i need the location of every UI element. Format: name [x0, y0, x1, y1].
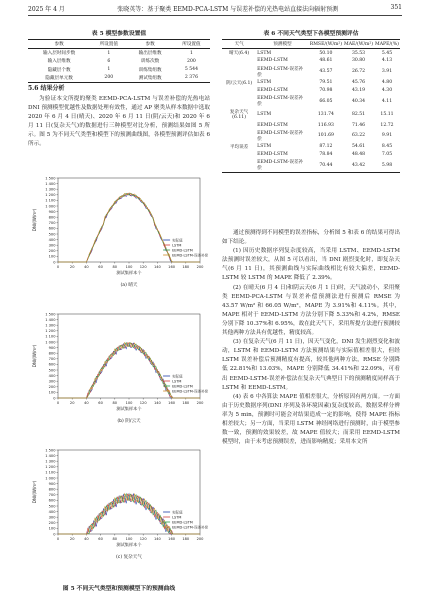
table-row — [222, 65, 400, 79]
analysis-text — [222, 229, 400, 447]
y-tick-label: 1 500 — [45, 312, 56, 317]
cell: 30.80 — [351, 58, 366, 64]
x-tick-label: 40 — [84, 537, 89, 541]
y-tick-label: 500 — [48, 232, 56, 237]
cell: 63.22 — [351, 133, 366, 139]
cell — [222, 65, 256, 79]
x-tick-label: 60 — [98, 401, 103, 405]
cell: 43.19 — [351, 88, 366, 94]
cell: 116.93 — [317, 122, 334, 128]
y-tick-label: 1 400 — [45, 181, 56, 186]
cell: 2 376 — [184, 75, 198, 81]
table5-header: 参数 — [54, 42, 64, 48]
y-tick-label: 1 500 — [45, 176, 56, 181]
y-tick-label: 1 200 — [45, 465, 56, 470]
cell: 4.13 — [381, 58, 393, 64]
x-axis-label: 测试集样本个 — [116, 406, 142, 411]
cell: 82.51 — [351, 112, 366, 118]
analysis-paragraph: (3) 在复杂天气(6 月 11 日)，因天气变化，DNI 发生剧烈变化和波动，LSTM 和 EEMD-LSTM 方法预测结果与实际值相差很大，但经 LSTM 误差补偿后预测精度有提高，较其他两种方法，RMSE 分别降低 22.81%和 13.03%，MAPE 分别降低 34.41%和 22.09%，可看出 EEMD-LSTM-误差补偿法在复杂天气典型日下的预测精度同样高于 LSTM 和 EEMD-LSTM。 — [222, 339, 400, 391]
y-tick-label: 1 300 — [45, 459, 56, 464]
legend-label: LSTM — [172, 515, 182, 520]
x-tick-label: 140 — [153, 537, 161, 541]
cell: 测试集组数 — [138, 75, 162, 81]
y-tick-label: 1 000 — [45, 476, 56, 481]
x-tick-label: 80 — [112, 265, 118, 269]
x-axis-label: 测试集样本个 — [116, 270, 142, 275]
cell: 70.44 — [319, 162, 333, 168]
y-tick-label: 1 100 — [45, 334, 56, 339]
x-tick-label: 200 — [196, 265, 204, 269]
figure-panel — [32, 312, 209, 424]
table5 — [28, 39, 210, 83]
y-tick-label: 400 — [48, 373, 56, 378]
x-tick-label: 100 — [125, 265, 133, 269]
section-heading: 5.6 结果分析 — [28, 85, 65, 92]
running-header — [28, 4, 402, 16]
y-tick-label: 500 — [48, 504, 56, 509]
panel-label: (c) 复杂天气 — [116, 555, 142, 560]
cell: 200 — [187, 58, 196, 64]
y-tick-label: 600 — [48, 362, 56, 367]
x-tick-label: 100 — [125, 537, 133, 541]
x-tick-label: 0 — [56, 537, 60, 541]
table6-header: 天气 — [234, 42, 244, 48]
panel-label: (b) 阴/云天 — [117, 419, 141, 424]
analysis-paragraph: (4) 表 6 中各算法 MAPE 值相差很大，分析原因有两方面。一方面由于历史数据序列(DNI 序列及各环境因素)复杂度较高，数据采样分辨率为 5 min，预测时可能会对结果造成一定的影响，使得 MAPE 指标相差较大；另一方面，当采用 LSTM 神经网络进行预测时，由于模型参数一致，预测的效果较差，故 MAPE 值较大；而采用 EEMD-LSTM 模型时，由于未考虑预测误差，进而影响精度；采用本文所 — [222, 393, 400, 446]
cell: LSTM — [257, 112, 272, 118]
y-tick-label: 200 — [48, 249, 56, 254]
cell: 3.91 — [381, 69, 393, 75]
cell: 35.53 — [351, 50, 366, 56]
cell: 隐藏层个数 — [47, 67, 71, 73]
cell: 101.69 — [317, 133, 334, 139]
x-tick-label: 100 — [125, 401, 133, 405]
cell: 87.12 — [319, 144, 333, 150]
x-tick-label: 0 — [56, 265, 60, 269]
cell: 131.74 — [317, 112, 334, 118]
legend-label: EEMD-LSTM — [172, 520, 193, 525]
cell: 8.45 — [381, 144, 393, 150]
figure5-chart — [28, 170, 210, 578]
cell: 5 544 — [184, 67, 198, 73]
x-tick-label: 80 — [112, 537, 118, 541]
y-tick-label: 700 — [48, 357, 56, 362]
y-tick-label: 100 — [48, 526, 56, 531]
cell — [222, 129, 256, 143]
cell: 78.84 — [319, 152, 333, 158]
table-row — [28, 57, 210, 65]
cell: 平均误差 — [229, 144, 249, 150]
y-tick-label: 300 — [48, 243, 56, 248]
x-tick-label: 180 — [182, 401, 190, 405]
cell: 43.57 — [319, 69, 333, 75]
y-tick-label: 0 — [53, 396, 56, 401]
table6-header: MAE/(W/m²) — [344, 41, 374, 47]
cell: EEMD-LSTM-误差补偿 — [257, 130, 304, 142]
x-tick-label: 20 — [69, 537, 75, 541]
x-tick-label: 120 — [139, 537, 147, 541]
cell — [222, 87, 256, 94]
cell: LSTM — [257, 50, 272, 56]
y-tick-label: 1 100 — [45, 470, 56, 475]
y-tick-label: 1 200 — [45, 329, 56, 334]
cell: 26.72 — [351, 69, 366, 75]
y-tick-label: 300 — [48, 515, 56, 520]
y-tick-label: 1 000 — [45, 204, 56, 209]
table-row — [222, 79, 400, 87]
y-tick-label: 800 — [48, 351, 56, 356]
panel-label: (a) 晴天 — [120, 283, 138, 288]
cell: 7.05 — [381, 152, 393, 158]
x-tick-label: 120 — [139, 265, 147, 269]
x-tick-label: 40 — [84, 401, 89, 405]
figure-panel — [32, 176, 209, 288]
cell: 9.91 — [381, 133, 393, 139]
cell: EEMD-LSTM — [257, 88, 288, 94]
y-tick-label: 200 — [48, 385, 56, 390]
x-tick-label: 160 — [168, 401, 176, 405]
cell: 12.72 — [380, 122, 394, 128]
table-row — [222, 49, 400, 58]
x-tick-label: 140 — [153, 265, 161, 269]
cell: 5.98 — [381, 162, 393, 168]
table-row — [222, 143, 400, 151]
y-tick-label: 800 — [48, 487, 56, 492]
table-row — [222, 94, 400, 108]
y-tick-label: 600 — [48, 226, 56, 231]
cell: EEMD-LSTM-误差补偿 — [257, 96, 304, 108]
cell: 4.80 — [381, 80, 393, 86]
cell: 48.61 — [319, 58, 333, 64]
legend-label: 实际值 — [172, 238, 183, 243]
cell: 输入层时间步数 — [43, 51, 76, 57]
y-tick-label: 600 — [48, 498, 56, 503]
cell: 1 — [107, 67, 111, 73]
y-tick-label: 1 400 — [45, 317, 56, 322]
cell: 43.42 — [351, 162, 366, 168]
legend-label: EEMD-LSTM-误差补偿 — [172, 389, 209, 394]
x-tick-label: 0 — [56, 401, 60, 405]
x-tick-label: 40 — [84, 265, 89, 269]
cell: 输入层维数 — [47, 59, 71, 65]
cell: 1 — [107, 50, 111, 56]
legend-label: EEMD-LSTM — [172, 384, 193, 389]
figure-panel — [32, 448, 209, 560]
table6-header: MAPE/(%) — [375, 41, 399, 47]
y-tick-label: 1 500 — [45, 448, 56, 453]
x-tick-label: 20 — [69, 265, 75, 269]
cell: 4.11 — [381, 98, 393, 104]
cell: 训练次数 — [140, 59, 160, 65]
table-row — [222, 57, 400, 64]
y-tick-label: 500 — [48, 368, 56, 373]
cell: LSTM — [257, 80, 272, 86]
cell: 1 — [189, 50, 193, 56]
x-tick-label: 60 — [98, 265, 103, 269]
cell: 复杂天气(6.11) — [229, 110, 249, 121]
header-title: 张晓英等：基于聚类 EEMD-PCA-LSTM 与误差补偿的光热电站直接法向辐射预测 — [117, 6, 339, 13]
y-tick-label: 1 300 — [45, 187, 56, 192]
y-tick-label: 200 — [48, 521, 56, 526]
cell: 15.11 — [380, 112, 394, 118]
cell: 6 — [107, 58, 111, 64]
y-tick-label: 300 — [48, 379, 56, 384]
y-tick-label: 1 000 — [45, 340, 56, 345]
y-axis-label: DNI/(W/m²) — [32, 208, 37, 232]
cell: 晴天(6.4) — [229, 51, 250, 57]
legend-label: 实际值 — [172, 510, 183, 515]
y-tick-label: 400 — [48, 509, 56, 514]
header-date: 2025 年 4 月 — [28, 6, 65, 13]
y-tick-label: 900 — [48, 345, 56, 350]
x-axis-label: 测试集样本个 — [116, 542, 142, 547]
table-row — [28, 74, 210, 83]
cell — [222, 151, 256, 158]
table-row — [222, 158, 400, 173]
cell: EEMD-LSTM-误差补偿 — [257, 160, 304, 172]
table5-header: 参数 — [145, 42, 155, 48]
legend-label: EEMD-LSTM-误差补偿 — [172, 525, 209, 530]
y-axis-label: DNI/(W/m²) — [32, 480, 37, 504]
legend-label: LSTM — [172, 243, 182, 248]
cell: 200 — [104, 75, 114, 81]
table5-caption: 表 5 模型参数设置值 — [91, 31, 147, 37]
x-tick-label: 120 — [139, 401, 147, 405]
x-tick-label: 140 — [153, 401, 161, 405]
y-tick-label: 100 — [48, 390, 56, 395]
x-tick-label: 160 — [168, 537, 176, 541]
table6-header: 预测模型 — [273, 42, 292, 48]
x-tick-label: 20 — [69, 401, 75, 405]
y-tick-label: 400 — [48, 237, 56, 242]
cell: 5.45 — [381, 50, 393, 56]
y-tick-label: 100 — [48, 254, 56, 259]
cell: EEMD-LSTM-误差补偿 — [257, 66, 304, 78]
cell: 阴/云天(6.1) — [225, 80, 253, 86]
cell: 40.34 — [351, 98, 366, 104]
analysis-paragraph: 通过预测得到不同模型的误差指标，分析图 5 和表 6 的结果可得出如下结论。 — [222, 230, 400, 246]
cell: EEMD-LSTM — [257, 152, 288, 158]
y-axis-label: DNI/(W/m²) — [32, 344, 37, 368]
table6-header: RMSE/(W/m²) — [309, 41, 343, 47]
legend-label: EEMD-LSTM-误差补偿 — [172, 253, 209, 258]
y-tick-label: 1 100 — [45, 198, 56, 203]
table6 — [222, 39, 400, 173]
cell: 70.98 — [319, 88, 333, 94]
cell: EEMD-LSTM — [257, 122, 288, 128]
cell: 4.30 — [381, 88, 393, 94]
table-row — [28, 49, 210, 58]
cell — [222, 94, 256, 108]
y-tick-label: 900 — [48, 209, 56, 214]
x-tick-label: 60 — [98, 537, 103, 541]
cell — [222, 57, 256, 64]
page-number: 351 — [390, 4, 402, 11]
cell — [222, 158, 256, 173]
cell: LSTM — [257, 144, 272, 150]
table5-header: 所设置值 — [182, 42, 201, 48]
cell: 71.46 — [351, 122, 366, 128]
y-tick-label: 1 400 — [45, 453, 56, 458]
results-paragraph: 为验证本文所提的聚类 EEMD-PCA-LSTM 与误差补偿的光热电站 DNI 预测模型优越性及数据处理有效性，通过 AP 聚类从样本数据中选取 2020 年 6 月 4 日(晴天)、2020 年 6 月 11 日(阴/云天)和 2020 年 6 月 11 日(复杂天气)的数据进行三种模型对比分析，预测结果如图 5 所示。图 5 为不同天气类型和模型下的预测曲线图，各模型预测评估如表 6 所示。 — [28, 96, 210, 148]
table5-header: 所设置值 — [99, 42, 118, 48]
x-tick-label: 200 — [196, 401, 204, 405]
cell: EEMD-LSTM — [257, 58, 288, 64]
x-tick-label: 180 — [182, 265, 190, 269]
x-tick-label: 160 — [168, 265, 176, 269]
cell: 输出层维数 — [138, 51, 162, 57]
analysis-paragraph: (2) 在晴天(6 月 4 日)和阴云天(6 月 1 日)时，天气波动小，采用聚类 EEMD-PCA-LSTM 与误差补偿预测法进行预测后 RMSE 为 43.57 W/m² 和 66.05 W/m²，MAPE 为 3.91%和 4.11%。其中，MAPE 相对于 EEMD-LSTM 方法分别下降 5.33%和 4.2%，RMSE 分别下降 10.37%和 6.95%，故在此天气下，采用所提方法进行预测较其他两种方法具有优越性，精度较高。 — [222, 284, 400, 337]
y-tick-label: 1 300 — [45, 323, 56, 328]
cell: 54.61 — [351, 144, 366, 150]
cell: 66.05 — [319, 98, 333, 104]
analysis-paragraph: (1) 因历史数据序列复杂度较高，当采用 LSTM、EEMD-LSTM 法预测时误差较大，从图 5 可以看出，当 DNI 剧烈变化时，即复杂天气(6 月 11 日)，其预测曲线与实际曲线相比有较大偏差，EEMD-LSTM 较 LSTM 的 MAPE 降低了 2.39%。 — [222, 248, 400, 282]
table6-caption: 表 6 不同天气类型下各模型预测评估 — [263, 31, 359, 37]
table-row — [222, 87, 400, 94]
x-tick-label: 200 — [196, 537, 204, 541]
y-tick-label: 800 — [48, 215, 56, 220]
cell: 隐藏层单元数 — [45, 75, 73, 81]
y-tick-label: 700 — [48, 221, 56, 226]
x-tick-label: 80 — [112, 401, 118, 405]
cell — [222, 122, 256, 129]
legend-label: EEMD-LSTM — [172, 248, 193, 253]
figure5-caption: 图 5 不同天气类型和预测模型下的预测曲线 — [62, 586, 176, 592]
cell: 48.48 — [351, 152, 366, 158]
table-row — [222, 122, 400, 129]
y-tick-label: 0 — [53, 260, 56, 265]
y-tick-label: 900 — [48, 481, 56, 486]
table-row — [28, 66, 210, 74]
table-row — [222, 129, 400, 143]
cell: 训练集组数 — [138, 67, 162, 73]
y-tick-label: 700 — [48, 493, 56, 498]
y-tick-label: 0 — [53, 532, 56, 537]
legend-label: 实际值 — [172, 374, 183, 379]
cell: 45.76 — [351, 80, 366, 86]
y-tick-label: 1 200 — [45, 193, 56, 198]
cell: 79.51 — [319, 80, 333, 86]
legend-label: LSTM — [172, 379, 182, 384]
x-tick-label: 180 — [182, 537, 190, 541]
cell: 50.10 — [319, 50, 333, 56]
table-row — [222, 151, 400, 158]
table-row — [222, 108, 400, 121]
